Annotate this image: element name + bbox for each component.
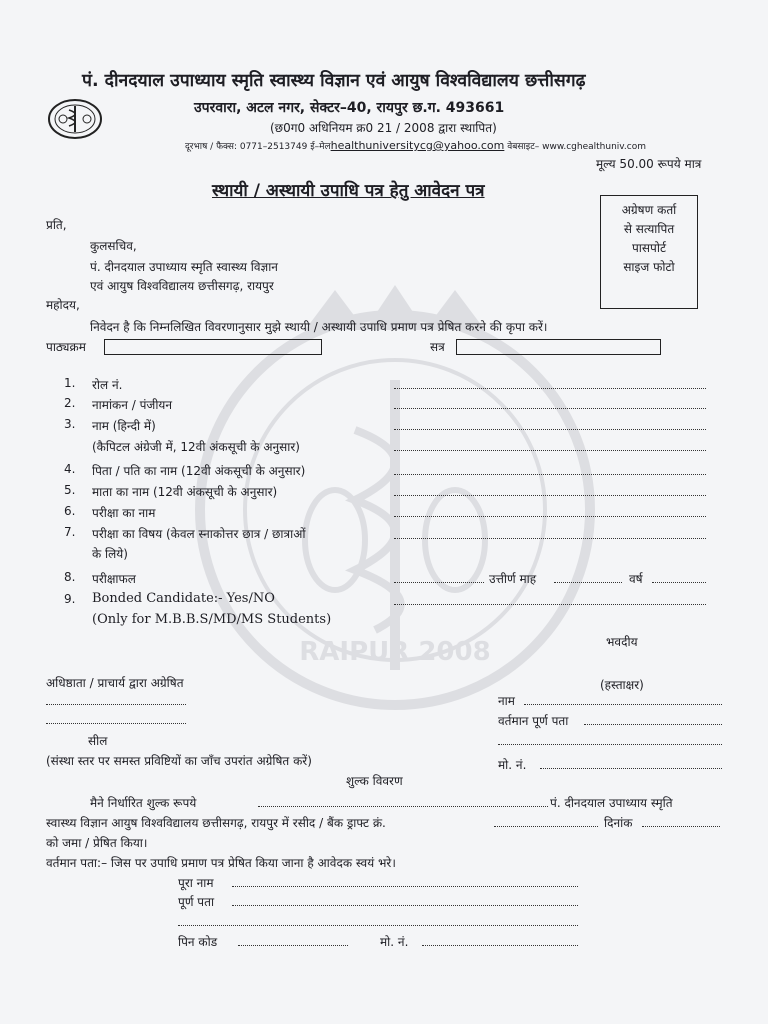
contact-email-label: ई–मेल	[310, 142, 331, 152]
item-label: पिता / पति का नाम (12वी अंकसूची के अनुसार)	[92, 464, 306, 478]
recipient-line1: पं. दीनदयाल उपाध्याय स्मृति स्वास्थ्य विज्ञान	[90, 260, 278, 274]
full-address-field-2[interactable]	[178, 925, 578, 926]
result-label: परीक्षाफल	[92, 572, 136, 586]
course-label: पाठ्यक्रम	[46, 340, 86, 354]
bonded-field[interactable]	[394, 604, 706, 605]
fee-amount-field[interactable]	[258, 806, 548, 807]
item-number: 9.	[64, 592, 76, 606]
photo-box-line: साइज फोटो	[623, 260, 675, 274]
forwarded-by-field-2[interactable]	[46, 723, 186, 724]
bonded-note: (Only for M.B.B.S/MD/MS Students)	[92, 612, 332, 627]
item-label: माता का नाम (12वी अंकसूची के अनुसार)	[92, 485, 278, 499]
forwarded-by-field-1[interactable]	[46, 704, 186, 705]
contact-email-link[interactable]: healthuniversitycg@yahoo.com	[330, 139, 505, 152]
fee-line3: को जमा / प्रेषित किया।	[46, 836, 148, 850]
session-field[interactable]	[456, 339, 661, 355]
name-hindi-field[interactable]	[394, 429, 706, 430]
photo-box-line: से सत्यापित	[623, 222, 675, 236]
pin-code-field[interactable]	[238, 945, 348, 946]
kulsachiv: कुलसचिव,	[90, 239, 137, 253]
item-label: परीक्षा का नाम	[92, 506, 156, 520]
contact-phone: दूरभाष / फैक्स: 0771–2513749	[185, 142, 308, 152]
forwarding-note: (संस्था स्तर पर समस्त प्रविष्टियों का जाँच उपरांत अग्रेषित करें)	[46, 754, 312, 768]
bonded-label: Bonded Candidate:- Yes/NO	[92, 591, 275, 606]
photo-box-line: पासपोर्ट	[631, 241, 666, 255]
year-label: वर्ष	[629, 572, 643, 586]
form-price: मूल्य 50.00 रूपये मात्र	[596, 157, 702, 171]
fee-line1a: मैने निर्धारित शुल्क रूपये	[90, 796, 197, 810]
pin-code-label: पिन कोड	[178, 935, 218, 949]
address-field[interactable]	[584, 724, 722, 725]
exam-name-field[interactable]	[394, 516, 706, 517]
item-label: (कैपिटल अंग्रेजी में, 12वी अंकसूची के अनुसार)	[92, 440, 300, 454]
fee-date-label: दिनांक	[604, 816, 633, 830]
seal-label: सील	[88, 734, 108, 748]
address-field-2[interactable]	[498, 744, 722, 745]
result-field[interactable]	[394, 582, 484, 583]
university-address: उपरवारा, अटल नगर, सेक्टर–40, रायपुर छ.ग. 493661	[194, 100, 505, 116]
item-label: परीक्षा का विषय (केवल स्नाकोत्तर छात्र / छात्राओं	[92, 527, 306, 541]
item-label: नामांकन / पंजीयन	[92, 398, 173, 412]
full-address-label: पूर्ण पता	[178, 895, 215, 909]
university-name: पं. दीनदयाल उपाध्याय स्मृति स्वास्थ्य विज्ञान एवं आयुष विश्वविद्यालय छत्तीसगढ़	[82, 71, 586, 91]
name-label: नाम	[498, 694, 515, 708]
father-name-field[interactable]	[394, 474, 706, 475]
year-field[interactable]	[652, 582, 706, 583]
yours-faithfully: भवदीय	[606, 635, 638, 649]
item-number: 1.	[64, 376, 76, 390]
enrollment-field[interactable]	[394, 408, 706, 409]
item-number: 5.	[64, 483, 76, 497]
fee-title: शुल्क विवरण	[346, 774, 403, 788]
item-number: 7.	[64, 525, 76, 539]
mobile-label: मो. नं.	[498, 758, 527, 772]
item-number: 8.	[64, 570, 76, 584]
forwarded-by-label: अधिष्ठाता / प्राचार्य द्वारा अग्रेषित	[46, 676, 184, 690]
mahoday: महोदय,	[46, 298, 80, 312]
website-link[interactable]: वेबसाइट– www.cghealthuniv.com	[507, 142, 646, 152]
mother-name-field[interactable]	[394, 495, 706, 496]
item-label: नाम (हिन्दी में)	[92, 419, 156, 433]
fee-date-field[interactable]	[642, 826, 720, 827]
full-name-label: पूरा नाम	[178, 876, 214, 890]
photo-box[interactable]	[600, 195, 698, 309]
full-name-field[interactable]	[232, 886, 578, 887]
fee-line1b: पं. दीनदयाल उपाध्याय स्मृति	[550, 796, 673, 810]
current-mobile-label: मो. नं.	[380, 935, 409, 949]
draft-number-field[interactable]	[494, 826, 598, 827]
passing-month-label: उत्तीर्ण माह	[489, 572, 537, 586]
item-number: 2.	[64, 396, 76, 410]
name-field[interactable]	[524, 704, 722, 705]
request-text: निवेदन है कि निम्नलिखित विवरणानुसार मुझे स्थायी / अस्थायी उपाधि प्रमाण पत्र प्रेषित करने की कृपा करें।	[90, 320, 548, 334]
session-label: सत्र	[430, 340, 445, 354]
address-label: वर्तमान पूर्ण पता	[498, 714, 569, 728]
current-mobile-field[interactable]	[422, 945, 578, 946]
current-address-intro: वर्तमान पता:– जिस पर उपाधि प्रमाण पत्र प्रेषित किया जाना है आवेदक स्वयं भरे।	[46, 856, 396, 870]
recipient-line2: एवं आयुष विश्वविद्यालय छत्तीसगढ़, रायपुर	[90, 279, 274, 293]
roll-number-field[interactable]	[394, 388, 706, 389]
item-number: 3.	[64, 417, 76, 431]
prati: प्रति,	[46, 218, 67, 232]
university-seal-icon	[47, 98, 103, 140]
item-number: 6.	[64, 504, 76, 518]
item-number: 4.	[64, 462, 76, 476]
course-field[interactable]	[104, 339, 322, 355]
fee-line2a: स्वास्थ्य विज्ञान आयुष विश्वविद्यालय छत्तीसगढ़, रायपुर में रसीद / बैंक ड्राफ्ट क्रं.	[46, 816, 386, 830]
form-title: स्थायी / अस्थायी उपाधि पत्र हेतु आवेदन पत्र	[212, 181, 485, 201]
item-label: के लिये)	[92, 547, 128, 561]
exam-subject-field[interactable]	[394, 538, 706, 539]
name-english-field[interactable]	[394, 450, 706, 451]
passing-month-field[interactable]	[554, 582, 622, 583]
item-label: रोल नं.	[92, 378, 123, 392]
full-address-field[interactable]	[232, 905, 578, 906]
photo-box-line: अग्रेषण कर्ता	[621, 203, 677, 217]
watermark-text: RAIPUR 2008	[299, 637, 491, 667]
signature-label: (हस्ताक्षर)	[600, 678, 644, 692]
establishment-act: (छ0ग0 अधिनियम क्र0 21 / 2008 द्वारा स्थापित)	[270, 121, 497, 135]
contact-line	[185, 139, 646, 152]
mobile-field[interactable]	[540, 768, 722, 769]
